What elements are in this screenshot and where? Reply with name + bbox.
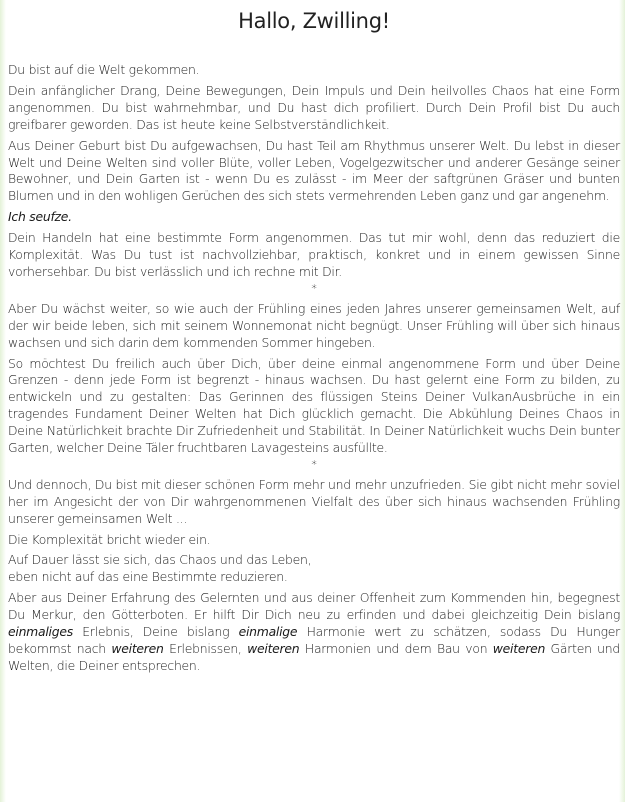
paragraph: Aber Du wächst weiter, so wie auch der Frühling eines jeden Jahres unserer gemeinsamen Welt, auf der wir beide leben, sich mit seinem Wonnemonat nicht begnügt. Unser Frühling will über sich hinaus wachsen und sich darin dem kommenden Sommer hingeben.	[8, 300, 620, 350]
paragraph-line: eben nicht auf das eine Bestimmte reduzieren.	[8, 569, 288, 585]
page	[8, 0, 620, 679]
paragraph: Dein Handeln hat eine bestimmte Form angenommen. Das tut mir wohl, denn das reduziert die Komplexität. Was Du tust ist nachvollziehbar, praktisch, konkret und in einem gewissen Sinne vorhersehbar. Du bist verlässlich und ich rechne mit Dir.	[8, 230, 620, 279]
text-run: Harmonien und dem Bau von	[299, 641, 493, 656]
page-title: Hallo, Zwilling!	[238, 9, 390, 33]
section-separator: *	[311, 281, 317, 295]
paragraph: Dein anfänglicher Drang, Deine Bewegungen, Dein Impuls und Dein heilvolles Chaos hat eine Form angenommen. Du bist wahrnehmbar, und Du hast dich profiliert. Durch Dein Profil bist Du auch greifbarer geworden. Das ist heute keine Selbstverständlichkeit.	[8, 82, 620, 132]
italic-text: weiteren	[247, 641, 300, 656]
paragraph: Die Komplexität bricht wieder ein.	[8, 531, 211, 547]
left-edge-decoration	[0, 0, 6, 802]
paragraph: Und dennoch, Du bist mit dieser schönen Form mehr und mehr unzufrieden. Sie gibt nicht mehr soviel her im Angesicht der von Dir wahrgenommenen Vielfalt des über sich hinaus wachsenden Frühling unserer gemeinsamen Welt ...	[8, 476, 620, 526]
italic-text: einmalige	[238, 624, 298, 640]
paragraph-line: Auf Dauer lässt sie sich, das Chaos und das Leben,	[8, 552, 312, 568]
final-paragraph	[8, 590, 620, 675]
paragraph: Aus Deiner Geburt bist Du aufgewachsen, Du hast Teil am Rhythmus unserer Welt. Du lebst in dieser Welt und Deine Welten sind voller Blüte, voller Leben, Vogelgezwitscher und anderer Gesänge seiner Bewohner, und Dein Garten ist - wenn Du es zulässt - im Meer der saftgrünen Gräser und bunten Blumen und in den wohligen Gerüchen des sich stets vermehrenden Leben ganz und gar angenehm.	[8, 137, 620, 204]
italic-text: weiteren	[111, 641, 164, 656]
italic-text: Ich seufze.	[8, 209, 72, 225]
text-run: Erlebnissen,	[163, 641, 248, 656]
text-run: Aber aus Deiner Erfahrung des Gelernten und aus deiner Offenheit zum Kommenden hin, begegnest Du Merkur, den Götterboten. Er hilft Dir Dich neu zu erfinden und dabei gleichzeitig Dein bislang	[8, 590, 620, 623]
italic-text: weiteren	[492, 641, 546, 656]
text-run: Erlebnis, Deine bislang	[72, 624, 239, 640]
paragraph: So möchtest Du freilich auch über Dich, über deine einmal angenommene Form und über Deine Grenzen - denn jede Form ist begrenzt - hinaus wachsen. Du hast gelernt eine Form zu bilden, zu entwickeln und zu gestalten: Das Gerinnen des flüssigen Steins Deiner VulkanAusbrüche in ein tragendes Fundament Deiner Welten hat Dich glücklich gemacht. Die Abkühlung Deines Chaos in Deine Natürlichkeit brachte Dir Zufriedenheit und Stabilität. In Deiner Natürlichkeit wuchs Dein bunter Garten, welcher Deine Täler fruchtbaren Lavagesteins ausfüllte.	[8, 355, 620, 456]
paragraph: Du bist auf die Welt gekommen.	[8, 62, 200, 77]
article-body	[8, 62, 620, 675]
text-run: Gärten und Welten, die Deiner entsprechen.	[8, 641, 621, 673]
italic-text: einmaliges	[8, 624, 73, 640]
paragraph-italic	[8, 209, 620, 226]
text-run: Harmonie wert zu schätzen, sodass Du Hunger bekommst nach	[8, 624, 621, 656]
section-separator: *	[311, 457, 317, 471]
